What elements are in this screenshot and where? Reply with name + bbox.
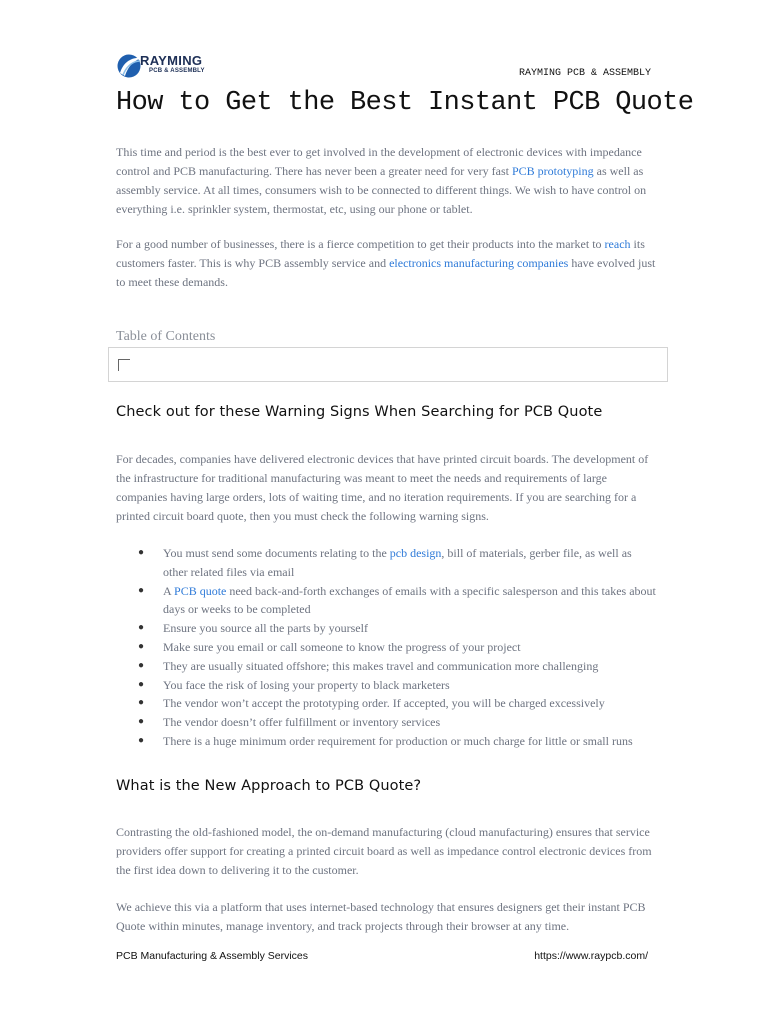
bullet-icon: ● bbox=[138, 659, 145, 671]
new-approach-paragraph-2: We achieve this via a platform that uses internet-based technology that ensures designers get their instant PCB Quote within minutes, manage inventory, and track projects through their browser at any time. bbox=[116, 900, 646, 933]
bullet-icon: ● bbox=[138, 678, 145, 690]
list-item-text: You must send some documents relating to the bbox=[163, 546, 390, 560]
warning-signs-paragraph: For decades, companies have delivered electronic devices that have printed circuit boards. The development of the infrastructure for traditional manufacturing was meant to meet the needs and requirements of large companies having large orders, lots of waiting time, and no iteration requirements. If you are searching for a printed circuit board quote, then you must check the following warning signs. bbox=[116, 452, 649, 523]
bullet-icon: ● bbox=[138, 697, 145, 709]
intro-p1-text-a: This time and period is the best ever to get involved in the development of electronic devices with impedance control and PCB manufacturing. There has never been a greater need for very fast bbox=[116, 145, 642, 178]
section-heading-warning-signs: Check out for these Warning Signs When Searching for PCB Quote bbox=[116, 404, 603, 420]
list-item-text: There is a huge minimum order requirement for production or much charge for little or small runs bbox=[163, 733, 633, 748]
page-title: How to Get the Best Instant PCB Quote bbox=[116, 88, 694, 118]
list-item bbox=[116, 582, 656, 620]
list-item-text: A bbox=[163, 583, 175, 598]
bullet-icon: ● bbox=[138, 622, 145, 634]
toc-toggle-icon[interactable] bbox=[118, 359, 130, 371]
bullet-icon: ● bbox=[138, 734, 145, 746]
list-item bbox=[116, 713, 656, 732]
list-item bbox=[116, 694, 656, 713]
list-item-link[interactable]: PCB quote bbox=[174, 583, 227, 598]
toc-title: Table of Contents bbox=[116, 329, 216, 344]
footer-website-link[interactable]: https://www.raypcb.com/ bbox=[534, 950, 648, 962]
pcb-prototyping-link[interactable]: PCB prototyping bbox=[511, 164, 594, 178]
rayming-logo bbox=[116, 52, 216, 82]
intro-p1-text-b: as well as assembly service. At all times, consumers wish to be connected to different things. We wish to have control on everything i.e. sprinkler system, thermostat, etc, using our phone or tablet. bbox=[116, 164, 647, 216]
list-item bbox=[116, 676, 656, 695]
footer-services: PCB Manufacturing & Assembly Services bbox=[116, 950, 308, 962]
list-item bbox=[116, 657, 656, 676]
list-item-text: Make sure you email or call someone to know the progress of your project bbox=[163, 639, 521, 654]
rayming-logo-icon bbox=[116, 52, 142, 80]
intro-p2-text-b: its customers faster. This is why PCB assembly service and bbox=[116, 237, 645, 270]
logo-subtitle: PCB & ASSEMBLY bbox=[149, 68, 205, 74]
bullet-icon: ● bbox=[138, 584, 145, 596]
new-approach-paragraph-1: Contrasting the old-fashioned model, the on-demand manufacturing (cloud manufacturing) ensures that service providers offer support for creating a printed circuit board as well as impedance control electronic devices from the first idea down to delivering it to the customer. bbox=[116, 825, 652, 877]
bullet-icon: ● bbox=[138, 716, 145, 728]
intro-paragraph-1 bbox=[116, 143, 656, 219]
list-item bbox=[116, 544, 656, 582]
electronics-manufacturing-link[interactable]: electronics manufacturing companies bbox=[389, 256, 569, 270]
list-item-text: The vendor won’t accept the prototyping order. If accepted, you will be charged excessively bbox=[163, 696, 605, 711]
reach-link[interactable]: reach bbox=[604, 237, 631, 251]
list-item-text-tail: , bill of materials, gerber file, as well as other related files via email bbox=[163, 546, 632, 579]
bullet-icon: ● bbox=[138, 547, 145, 558]
header-company-name: RAYMING PCB & ASSEMBLY bbox=[518, 68, 651, 79]
table-of-contents-box bbox=[108, 347, 668, 382]
section-heading-new-approach: What is the New Approach to PCB Quote? bbox=[116, 778, 422, 794]
list-item-text: You face the risk of losing your property to black marketers bbox=[163, 677, 450, 692]
list-item-text: The vendor doesn’t offer fulfillment or inventory services bbox=[163, 715, 441, 730]
intro-p2-text-a: For a good number of businesses, there is a fierce competition to get their products into the market to bbox=[116, 237, 605, 251]
list-item bbox=[116, 638, 656, 657]
list-item-text: Ensure you source all the parts by yourself bbox=[163, 621, 368, 636]
warning-signs-list bbox=[116, 544, 656, 751]
bullet-icon: ● bbox=[138, 640, 145, 652]
list-item-text-tail: need back-and-forth exchanges of emails with a specific salesperson and this takes about days or weeks to be completed bbox=[163, 583, 656, 617]
list-item bbox=[116, 732, 656, 751]
intro-paragraph-2 bbox=[116, 235, 656, 292]
logo-name: RAYMING bbox=[140, 53, 203, 68]
list-item bbox=[116, 619, 656, 638]
intro-p2-text-c: have evolved just to meet these demands. bbox=[116, 256, 656, 289]
list-item-link[interactable]: pcb design bbox=[389, 546, 442, 560]
list-item-text: They are usually situated offshore; this makes travel and communication more challenging bbox=[163, 658, 599, 673]
